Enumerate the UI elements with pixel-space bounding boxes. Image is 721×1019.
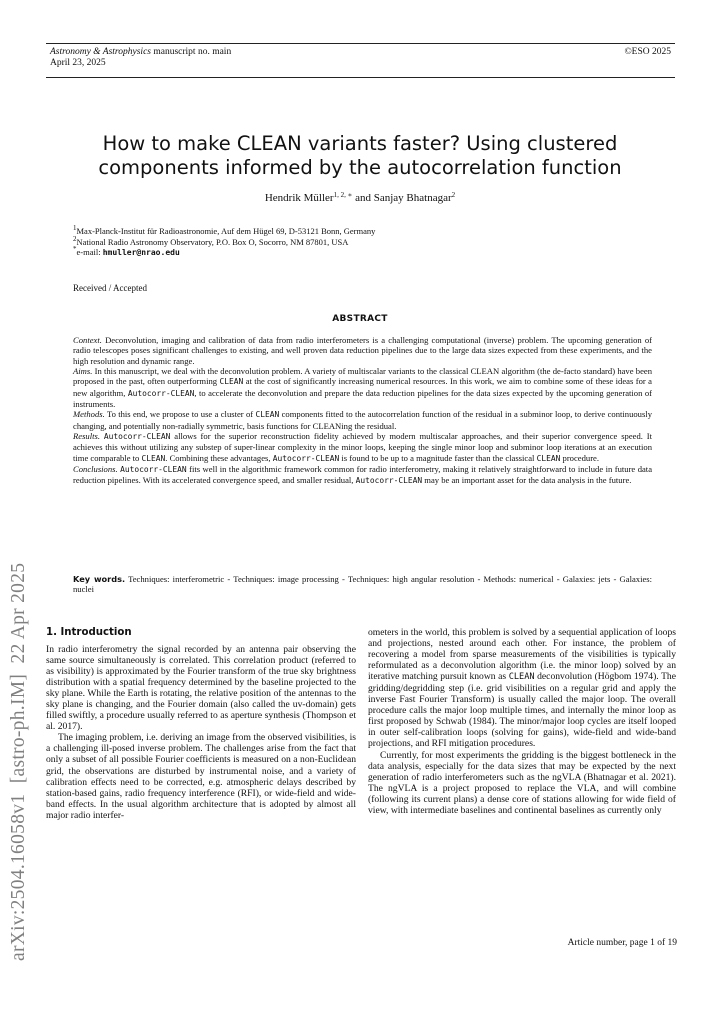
keywords-label: Key words. (73, 574, 126, 584)
author-conjunction: and (355, 192, 371, 204)
body-text-span: deconvolution (Högbom 1974). The gridding/degridding step (i.e. grid visibilities on a regular grid and apply the inverse Fast Fourier Transform) is usually called the major loop. The overall procedure calls the major loop multiple times, and internally the minor loop as first proposed by Schwab (1984). The minor/major loop cycles are itself looped in outer self-calibration loops (solving for gains), wide-field and wide-band projections, and RFI mitigation procedures. (368, 671, 676, 750)
affiliations (73, 226, 375, 259)
arxiv-sidebar-stamp: arXiv:2504.16058v1 [astro-ph.IM] 22 Apr 2025 (8, 562, 29, 961)
code-term: Autocorr-CLEAN (355, 476, 423, 486)
author-list (60, 192, 660, 204)
running-header (46, 43, 675, 78)
abstract-conclusions (73, 464, 652, 487)
journal-name: Astronomy & Astrophysics (50, 47, 151, 57)
abstract-label: Methods. (73, 409, 105, 420)
abstract-text: To this end, we propose to use a cluster of (106, 409, 254, 420)
email-mark: * (73, 245, 77, 254)
abstract-text: Deconvolution, imaging and calibration of data from radio interferometers is a challenging computational (inverse) problem. The upcoming generation of radio telescopes poses significant challenges to existing, and well proven data reduction pipelines due to the large data sizes expected from these experiments, and the high resolution and dynamic range. (73, 335, 652, 366)
abstract-label: Conclusions. (73, 464, 118, 475)
abstract-text: components fitted to the autocorrelation function of the residual in a subminor loop, to derive continuously changing, and potentially non-radially symmetric, basis functions for CLEANing the residual. (73, 409, 652, 431)
left-column (46, 627, 356, 821)
abstract-context (73, 335, 652, 366)
abstract-label: Aims. (73, 366, 93, 377)
abstract-text: , to accelerate the deconvolution and prepare the data reduction pipelines for the data sizes expected by the upcoming generation of instruments. (73, 387, 653, 410)
code-term: Autocorr-CLEAN (272, 453, 340, 463)
author-name: Sanjay Bhatnagar (373, 192, 452, 204)
affil-number: 2 (73, 234, 77, 243)
abstract-text: allows for the superior reconstruction fidelity achieved by modern multiscalar approaches, and their superior convergence speed. It achieves this without utilizing any substep of super-linear complexity in the minor loops, keeping the single minor loop and subminor loop iterations at an execution time comparable to (73, 431, 653, 463)
title-line-1: How to make CLEAN variants faster? Using clustered (102, 132, 618, 155)
affiliation-1 (73, 226, 375, 237)
abstract-text: is found to be up to a magnitude faster than the classical (341, 452, 535, 463)
author-name: Hendrik Müller (264, 192, 334, 204)
right-column (368, 627, 676, 816)
author-affil-mark: 1, 2, ∗ (333, 191, 353, 199)
email-line (73, 247, 375, 259)
intro-paragraph-2: The imaging problem, i.e. deriving an image from the observed visibilities, is a challenging ill-posed inverse problem. The challenges arise from the fact that only a subset of all possible Fourier coefficients is measured on a non-Euclidean grid, the observations are disturbed by instrumental noise, and a variety of calibration effects need to be corrected, e.g. atmospheric delays described by station-based gains, radio frequency interference (RFI), or wide-field and wide-band effects. In the usual algorithm architecture that is adopted by almost all major radio interfer- (46, 732, 356, 821)
abstract-label: Context. (73, 335, 102, 345)
abstract-text: procedure. (562, 452, 600, 463)
affil-number: 1 (73, 224, 77, 232)
code-term: CLEAN (508, 672, 535, 683)
email-address[interactable]: hmuller@nrao.edu (102, 248, 180, 258)
email-label: e-mail: (76, 247, 101, 258)
affil-text: Max-Planck-Institut für Radioastronomie, Auf dem Hügel 69, D-53121 Bonn, Germany (76, 226, 376, 236)
code-term: Autocorr-CLEAN (103, 432, 171, 442)
abstract-heading: ABSTRACT (332, 314, 388, 324)
intro-paragraph-3 (368, 627, 676, 750)
abstract-methods (73, 409, 652, 431)
abstract-label: Results. (73, 431, 100, 442)
keywords (73, 574, 652, 595)
body-text-span: ometers in the world, this problem is solved by a sequential application of loops and projections, nested around each other. For instance, the problem of recovering a model from sparse measurements of the visibilities is typically reformulated as a deconvolution algorithm (i.e. the minor loop) solved by an iterative matching pursuit known as (368, 627, 676, 683)
page-footer: Article number, page 1 of 19 (567, 938, 677, 948)
intro-paragraph-1: In radio interferometry the signal recorded by an antenna pair observing the same source simultaneously is correlated. This correlation product (referred to as visibility) is approximated by the Fourier transform of the true sky brightness distribution with a spatial frequency determined by the baseline projected to the sky plane. While the Earth is rotating, the relative position of the antennas to the sky plane is changing, and the Fourier domain (also called the uv-domain) gets filled swiftly, a procedure usually referred to as aperture synthesis (Thompson et al. 2017). (46, 644, 356, 733)
manuscript-number: manuscript no. main (153, 47, 232, 57)
affil-text: National Radio Astronomy Observatory, P.O. Box O, Socorro, NM 87801, USA (76, 236, 349, 247)
abstract-body (73, 335, 652, 487)
title-line-2: components informed by the autocorrelation function (98, 156, 622, 179)
section-heading: 1. Introduction (46, 627, 132, 638)
abstract-text: may be an important asset for the data analysis in the future. (424, 475, 632, 486)
intro-paragraph-4: Currently, for most experiments the gridding is the biggest bottleneck in the data analysis, especially for the data sizes that may be expected by the next generation of radio interferometers such as the ngVLA (Bhatnagar et al. 2021). The ngVLA is a project proposed to replace the VLA, and will combine (following its current plans) a dense core of stations allowing for wide field of view, with intermediate baselines and continental baselines as currently only (368, 749, 676, 816)
abstract-text: fits well in the algorithmic framework common for radio interferometry, making it relatively straightforward to include in future data reduction pipelines. With its accelerated convergence speed, and smaller residual, (73, 464, 653, 486)
code-term: CLEAN (536, 453, 561, 463)
header-left (50, 47, 231, 69)
code-term: CLEAN (255, 410, 280, 420)
abstract-results (73, 431, 652, 464)
abstract-aims (73, 366, 652, 409)
code-term: Autocorr-CLEAN (127, 388, 195, 398)
copyright-notice: ©ESO 2025 (624, 47, 671, 57)
abstract-text: . Combining these advantages, (165, 452, 271, 463)
code-term: CLEAN (219, 377, 244, 387)
author-affil-mark: 2 (451, 191, 456, 199)
paper-title (60, 132, 660, 180)
code-term: Autocorr-CLEAN (120, 465, 187, 475)
header-date: April 23, 2025 (50, 58, 106, 68)
received-accepted: Received / Accepted (73, 283, 147, 293)
abstract-text: In this manuscript, we deal with the deconvolution problem. A variety of multiscalar variants to the classical CLEAN algorithm (the de-facto standard) have been proposed in the past, often outperforming (73, 366, 652, 387)
keywords-text: Techniques: interferometric - Techniques: image processing - Techniques: high angular resolution - Methods: numerical - Galaxies: jets - Galaxies: nuclei (73, 574, 653, 595)
code-term: CLEAN (141, 453, 166, 463)
affiliation-2 (73, 234, 375, 248)
abstract-text: at the cost of significantly increasing numerical resources. In this work, we aim to combine some of these ideas for a new algorithm, (73, 376, 652, 398)
